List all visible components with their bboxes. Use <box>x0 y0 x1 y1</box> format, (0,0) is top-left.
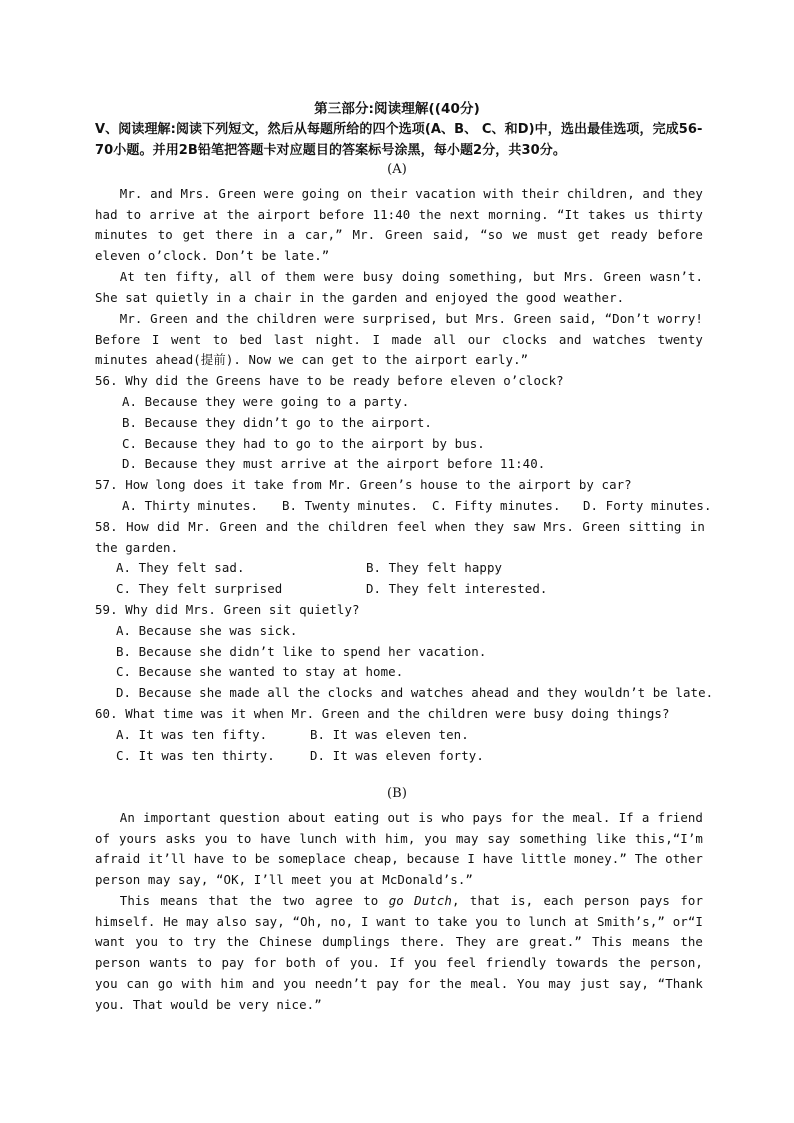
question-59-option-c: C. Because she wanted to stay at home. <box>116 664 404 679</box>
question-57-option-c: C. Fifty minutes. <box>432 498 561 513</box>
question-58-option-a: A. They felt sad. <box>116 560 245 575</box>
question-56-option-d: D. Because they must arrive at the airport before 11:40. <box>122 456 546 471</box>
question-59-option-a: A. Because she was sick. <box>116 623 298 638</box>
passage-b-p2-rest: , that is, each person pays for himself. He may also say, “Oh, no, I want to take you to lunch at Smith’s,” or“I want you to try the Chinese dumplings there. They are great.” This means the person wants to pay for both of you. If you feel friendly towards the person, you can go with him and you needn’t pay for the meal. You may just say, “Thank you. That would be very nice.” <box>95 893 703 1012</box>
question-58-option-c: C. They felt surprised <box>116 581 283 596</box>
question-56-option-c: C. Because they had to go to the airport by bus. <box>122 436 485 451</box>
passage-a-label: (A) <box>387 162 407 177</box>
question-59-option-d: D. Because she made all the clocks and watches ahead and they wouldn’t be late. <box>116 685 714 700</box>
question-56-option-b: B. Because they didn’t go to the airport. <box>122 415 432 430</box>
question-60-option-c: C. It was ten thirty. <box>116 748 275 763</box>
question-56-stem: 56. Why did the Greens have to be ready before eleven o’clock? <box>95 373 564 388</box>
question-58-option-d: D. They felt interested. <box>366 581 548 596</box>
question-58-option-b: B. They felt happy <box>366 560 503 575</box>
go-dutch-term: go Dutch <box>388 893 452 908</box>
question-56-option-a: A. Because they were going to a party. <box>122 394 410 409</box>
passage-a-paragraph-2: At ten fifty, all of them were busy doing something, but Mrs. Green wasn’t. She sat quietly in a chair in the garden and enjoyed the good weather. <box>95 269 703 305</box>
question-57-stem: 57. How long does it take from Mr. Green’s house to the airport by car? <box>95 477 632 492</box>
question-57-option-b: B. Twenty minutes. <box>282 498 419 513</box>
passage-b-paragraph-1: An important question about eating out is who pays for the meal. If a friend of yours asks you to have lunch with him, you may say something like this,“I’m afraid it’ll have to be someplace cheap, because I have little money.” The other person may say, “OK, I’ll meet you at McDonald’s.” <box>95 810 703 888</box>
question-60-stem: 60. What time was it when Mr. Green and the children were busy doing things? <box>95 706 670 721</box>
question-59-stem: 59. Why did Mrs. Green sit quietly? <box>95 602 360 617</box>
question-60-option-d: D. It was eleven forty. <box>310 748 484 763</box>
instructions: V、阅读理解:阅读下列短文，然后从每题所给的四个选项(A、B、 C、和D)中，选出最佳选项，完成56-70小题。并用2B铅笔把答题卡对应题目的答案标号涂黑，每小题2分，共30分。 <box>95 122 703 158</box>
question-58-stem: 58. How did Mr. Green and the children feel when they saw Mrs. Green sitting in the garden. <box>95 519 705 555</box>
question-57-option-d: D. Forty minutes. <box>583 498 712 513</box>
passage-a-paragraph-3: Mr. Green and the children were surprised, but Mrs. Green said, “Don’t worry! Before I went to bed last night. I made all our clocks and watches twenty minutes ahead(提前). Now we can get to the airport early.” <box>95 311 703 368</box>
passage-b-paragraph-2 <box>95 891 703 1015</box>
question-60-option-a: A. It was ten fifty. <box>116 727 268 742</box>
section-title: 第三部分:阅读理解((40分) <box>314 101 480 117</box>
passage-a-paragraph-1: Mr. and Mrs. Green were going on their vacation with their children, and they had to arrive at the airport before 11:40 the next morning. “It takes us thirty minutes to get there in a car,” Mr. Green said, “so we must get ready before eleven o’clock. Don’t be late.” <box>95 186 703 264</box>
passage-b-label: (B) <box>387 786 407 801</box>
question-60-option-b: B. It was eleven ten. <box>310 727 469 742</box>
passage-b-p2-start: This means that the two agree to <box>119 893 389 908</box>
question-59-option-b: B. Because she didn’t like to spend her vacation. <box>116 644 487 659</box>
question-57-option-a: A. Thirty minutes. <box>122 498 259 513</box>
